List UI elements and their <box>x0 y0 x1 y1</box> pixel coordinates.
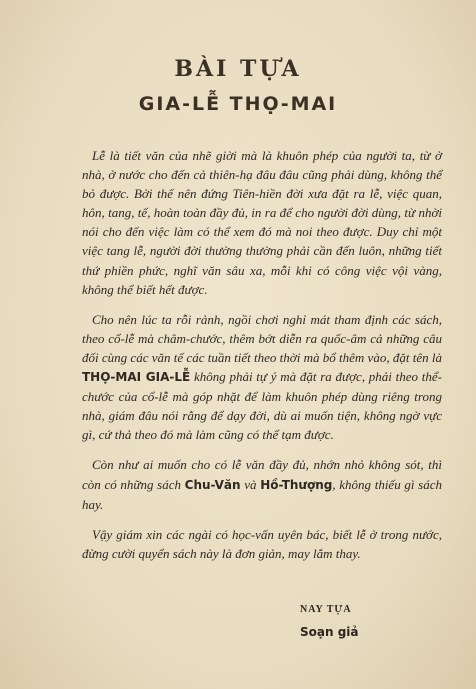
book-title-emphasis: THỌ-MAI GIA-LỄ <box>82 370 191 385</box>
paragraph-1: Lễ là tiết văn của nhẽ giời mà là khuôn phép của người ta, từ ở nhà, ở nước cho đến cả thiên-hạ đâu đâu cũng phải dùng, không thể bỏ được. Bởi thế nên đứng Tiên-hiền đời xưa đặt ra lễ, việc quan, hôn, tang, tế, hoàn toàn đầy đủ, in ra để cho người đời dùng, từ nhời nói cho đến việc làm có thể xem đó mà noi theo được. Duy chỉ một việc tang lễ, người đời thường thường phải cần đến luôn, những tiết thứ phiền phức, nghĩ văn sâu xa, mỗi khi có công việc vội vàng, không thể biết hết được. <box>82 148 442 297</box>
page-title: BÀI TỰA <box>174 56 302 82</box>
book-name-ho-thuong: Hồ-Thượng <box>260 477 333 492</box>
paragraph-4: Vậy giám xin các ngài có học-vấn uyên bác, biết lễ ở trong nước, đừng cười quyển sách này là đơn giản, may lắm thay. <box>82 526 442 561</box>
paragraph-3-text-c: , không thiếu gì sách hay. <box>82 476 442 512</box>
signature-label: NAY TỰA <box>300 604 352 615</box>
paragraph-2 <box>82 310 442 445</box>
paragraph-3 <box>82 455 442 513</box>
body-text <box>82 146 442 574</box>
paragraph-3-text-b: và <box>240 476 261 492</box>
paragraph-2-text-a: Cho nên lúc ta rỗi rảnh, ngồi chơi nghỉ mát tham định các sách, theo cổ-lễ mà châm-chước, thêm bớt diễn ra quốc-âm cả những câu đối cùng các văn tế các tuần tiết theo thời mà bổ thêm vào, đặt tên là <box>82 311 442 365</box>
paragraph-3-text-a: Còn như ai muốn cho có lễ văn đầy đủ, nhớn nhỏ không sót, thì còn có những sách <box>82 457 442 492</box>
signature-author: Soạn giả <box>300 625 359 639</box>
page-subtitle: GIA-LỄ THỌ-MAI <box>138 93 338 115</box>
paragraph-2-text-b: không phải tự ý mà đặt ra được, phải theo thể-chước của cổ-lễ mà góp nhặt để làm khuôn phép dùng riêng trong nhà, giám đâu nói rằng để dạy đời, dù ai muốn tiện, không ngờ vực gì, cứ thả theo đó mà làm cũng có thể tạm được. <box>82 369 442 443</box>
book-name-chu-van: Chu-Văn <box>184 477 241 492</box>
